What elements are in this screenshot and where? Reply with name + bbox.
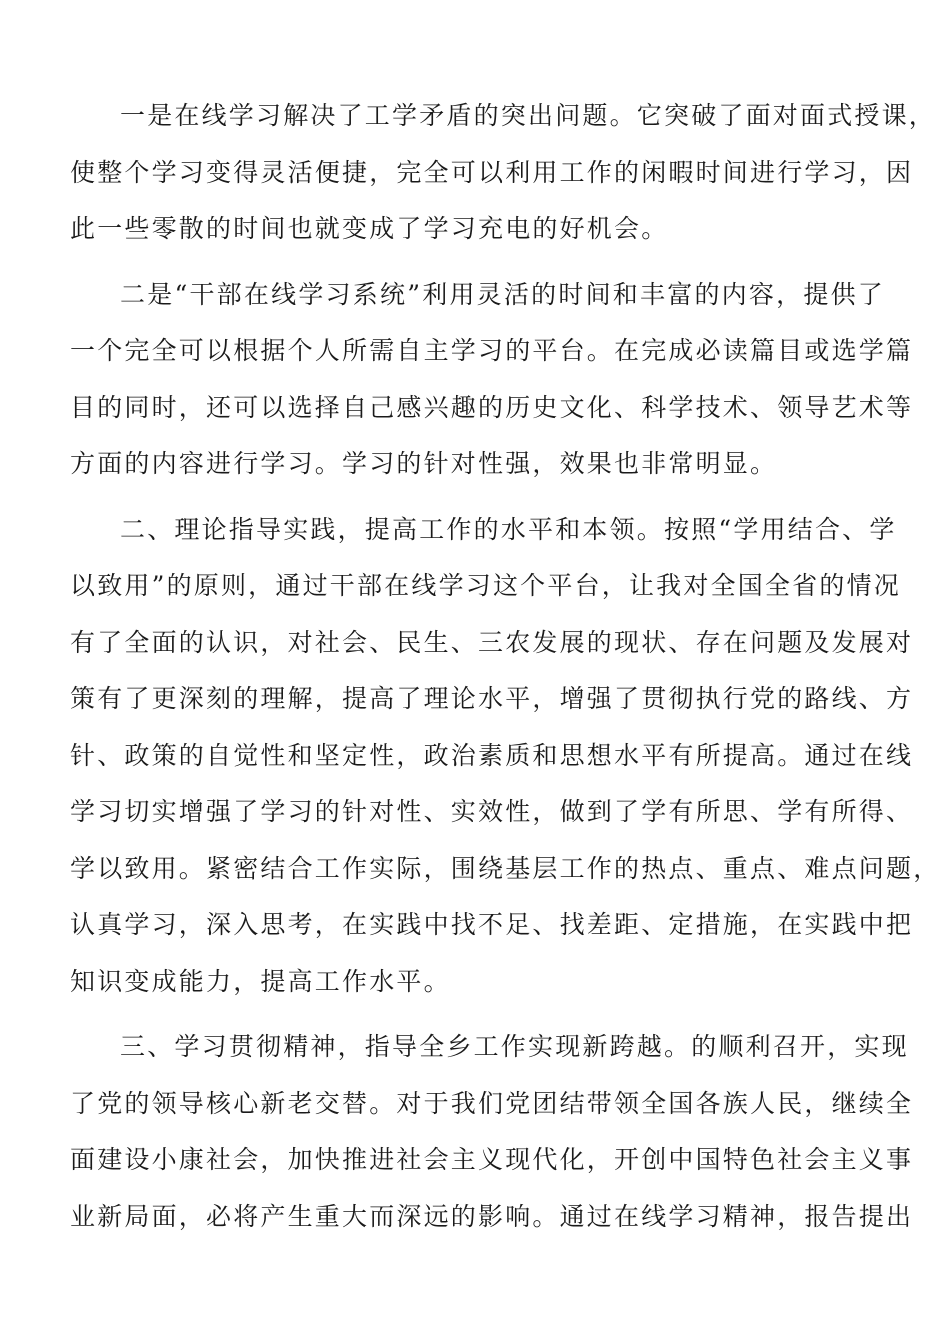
paragraph-1: [70, 88, 937, 258]
paragraph-2: [70, 267, 914, 493]
text-line: 了党的领导核心新老交替。对于我们党团结带领全国各族人民，继续全: [70, 1088, 914, 1118]
text-line: 面建设小康社会，加快推进社会主义现代化，开创中国特色社会主义事: [70, 1145, 914, 1174]
text-line: 以致用”的原则，通过干部在线学习这个平台，让我对全国全省的情况: [70, 571, 901, 600]
text-line: 此一些零散的时间也就变成了学习充电的好机会。: [70, 214, 669, 243]
text-line: 有了全面的认识，对社会、民生、三农发展的现状、存在问题及发展对: [70, 627, 914, 657]
document-body: [70, 88, 941, 1254]
text-line: 策有了更深刻的理解，提高了理论水平，增强了贯彻执行党的路线、方: [70, 684, 914, 713]
text-line: 业新局面，必将产生重大而深远的影响。通过在线学习精神，报告提出: [70, 1201, 914, 1231]
text-line: 二是“干部在线学习系统”利用灵活的时间和丰富的内容，提供了: [120, 279, 885, 309]
text-line: 知识变成能力，提高工作水平。: [70, 966, 451, 996]
paragraph-3: [70, 502, 941, 1011]
paragraph-4: [70, 1019, 914, 1245]
text-line: 二、理论指导实践，提高工作的水平和本领。按照“学用结合、学: [120, 514, 897, 544]
text-line: 一个完全可以根据个人所需自主学习的平台。在完成必读篇目或选学篇: [70, 336, 914, 365]
text-line: 学习切实增强了学习的针对性、实效性，做到了学有所思、学有所得、: [70, 797, 914, 826]
text-line: 使整个学习变得灵活便捷，完全可以利用工作的闲暇时间进行学习，因: [70, 157, 914, 187]
text-line: 方面的内容进行学习。学习的针对性强，效果也非常明显。: [70, 449, 778, 478]
text-line: 针、政策的自觉性和坚定性，政治素质和思想水平有所提高。通过在线: [70, 740, 914, 770]
text-line: 学以致用。紧密结合工作实际，围绕基层工作的热点、重点、难点问题，: [70, 853, 941, 883]
text-line: 三、学习贯彻精神，指导全乡工作实现新跨越。的顺利召开，实现: [120, 1032, 909, 1061]
text-line: 目的同时，还可以选择自己感兴趣的历史文化、科学技术、领导艺术等: [70, 392, 914, 422]
text-line: 一是在线学习解决了工学矛盾的突出问题。它突破了面对面式授课，: [120, 101, 937, 130]
text-line: 认真学习，深入思考，在实践中找不足、找差距、定措施，在实践中把: [70, 910, 914, 939]
